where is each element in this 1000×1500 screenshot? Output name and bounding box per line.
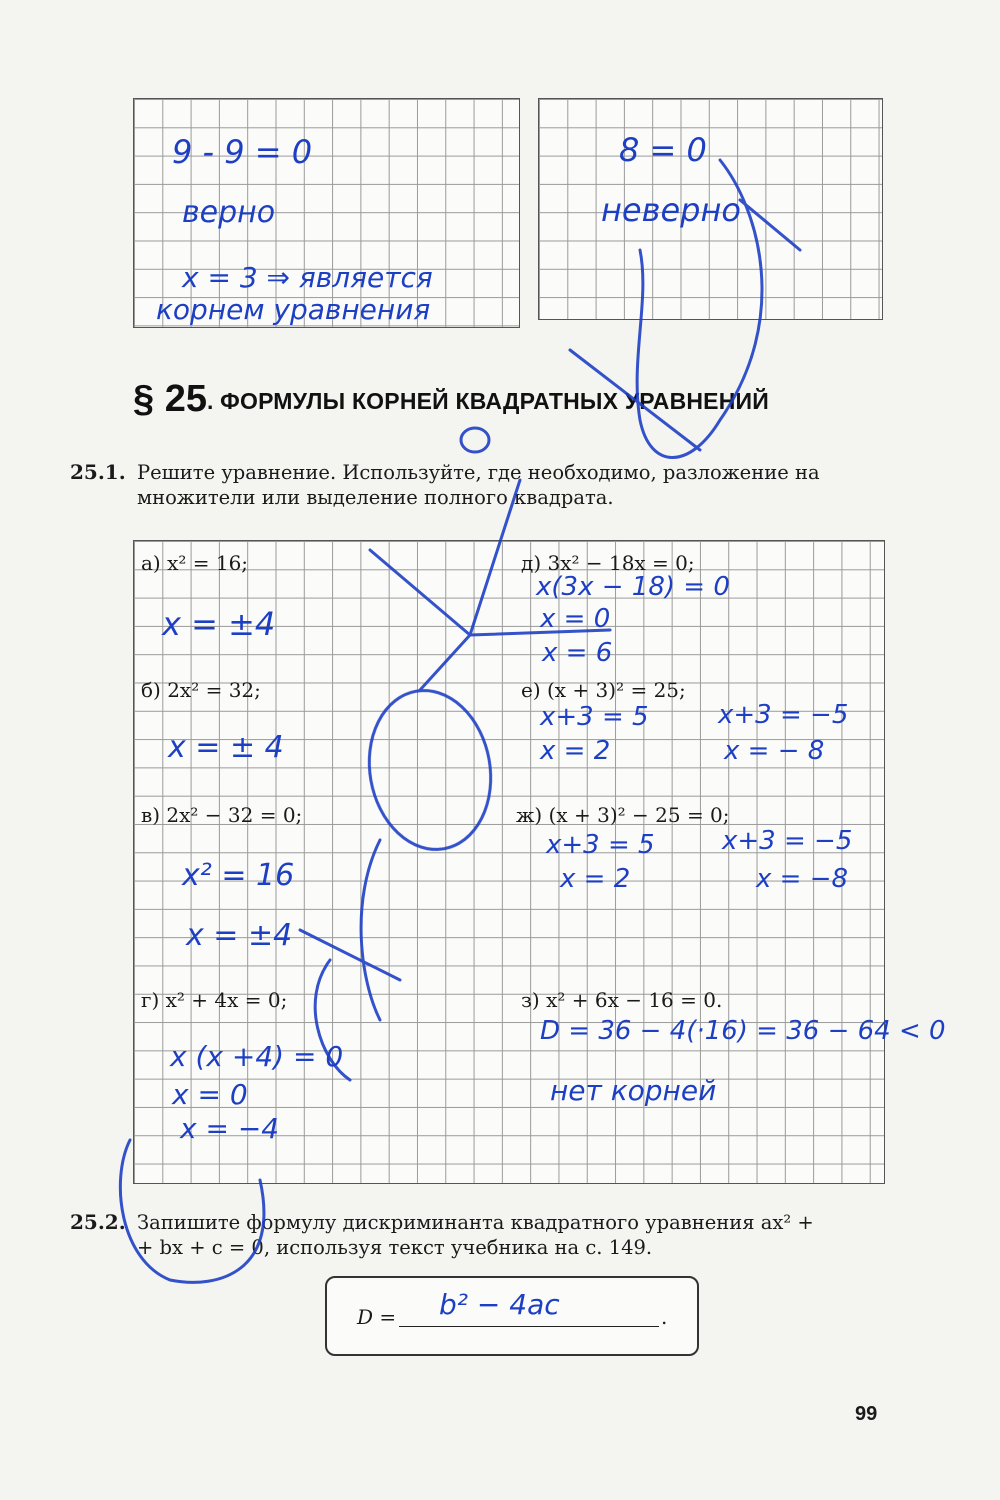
hw-answer: x = 2	[540, 736, 611, 766]
hw-answer: x² = 16	[182, 858, 295, 893]
task-number: 25.2.	[70, 1210, 126, 1234]
hw-answer: x = 0	[540, 604, 611, 634]
equation-e: е) (x + 3)² = 25;	[521, 678, 686, 702]
equation-v: в) 2x² − 32 = 0;	[141, 803, 303, 827]
hw-line: 8 = 0	[619, 131, 707, 169]
equation-zh: ж) (x + 3)² − 25 = 0;	[516, 803, 730, 827]
hw-answer: x = 2	[560, 864, 631, 894]
scribble-stroke	[120, 1140, 264, 1282]
hw-answer: x = ±4	[186, 918, 293, 953]
hw-answer: x+3 = −5	[718, 700, 849, 730]
hw-answer: D = 36 − 4(·16) = 36 − 64 < 0	[540, 1016, 946, 1046]
hw-answer: x(3x − 18) = 0	[536, 572, 730, 602]
hw-answer: x = ± 4	[168, 730, 284, 765]
equation-z: з) x² + 6x − 16 = 0.	[521, 988, 723, 1012]
hw-answer: x (x +4) = 0	[170, 1040, 344, 1073]
equation-g: г) x² + 4x = 0;	[141, 988, 288, 1012]
hw-line: неверно	[601, 191, 741, 229]
scribble-stroke	[740, 200, 800, 250]
scribble-stroke	[315, 960, 350, 1080]
hw-answer: x = − 8	[724, 736, 825, 766]
hw-answer: x = 0	[172, 1078, 248, 1111]
scribble-stroke	[361, 840, 380, 1020]
hw-line: x = 3 ⇒ является	[182, 261, 433, 294]
formula-label: D =	[357, 1305, 397, 1329]
scribble-stroke	[370, 550, 610, 635]
hw-answer: x = −8	[756, 864, 849, 894]
page-number: 99	[855, 1403, 878, 1425]
scribble-stroke	[570, 350, 700, 450]
task-number: 25.1.	[70, 460, 126, 484]
hw-answer: нет корней	[550, 1074, 717, 1107]
hw-line: 9 - 9 = 0	[172, 133, 313, 171]
hw-answer: x = 6	[542, 638, 613, 668]
formula-end: .	[661, 1305, 668, 1329]
task-text-line: множители или выделение полного квадрата.	[137, 486, 614, 509]
section-title: . ФОРМУЛЫ КОРНЕЙ КВАДРАТНЫХ УРАВНЕНИЙ	[206, 388, 769, 414]
hw-answer: x+3 = −5	[722, 826, 853, 856]
scribble-stroke	[470, 480, 520, 635]
hw-answer: x = −4	[180, 1112, 280, 1145]
hw-line: верно	[182, 195, 276, 230]
section-symbol: § 25	[133, 378, 207, 420]
equation-a: а) x² = 16;	[141, 551, 249, 575]
hw-answer: x = ±4	[162, 605, 276, 643]
scribble-stroke	[357, 681, 503, 859]
hw-line: корнем уравнения	[156, 293, 431, 326]
scribble-stroke	[420, 635, 470, 690]
hw-answer: x+3 = 5	[546, 830, 655, 860]
equation-b: б) 2x² = 32;	[141, 678, 261, 702]
hw-answer: b² − 4ac	[439, 1288, 560, 1321]
hw-answer: x+3 = 5	[540, 702, 649, 732]
scribble-stroke	[300, 930, 400, 980]
scribble-stroke	[461, 428, 489, 452]
task-text-line: Решите уравнение. Используйте, где необходимо, разложение на	[137, 461, 820, 484]
task-text-line: + bx + c = 0, используя текст учебника на с. 149.	[137, 1236, 653, 1259]
task-text-line: Запишите формулу дискриминанта квадратного уравнения ax² +	[137, 1211, 814, 1234]
equation-d: д) 3x² − 18x = 0;	[521, 551, 695, 575]
